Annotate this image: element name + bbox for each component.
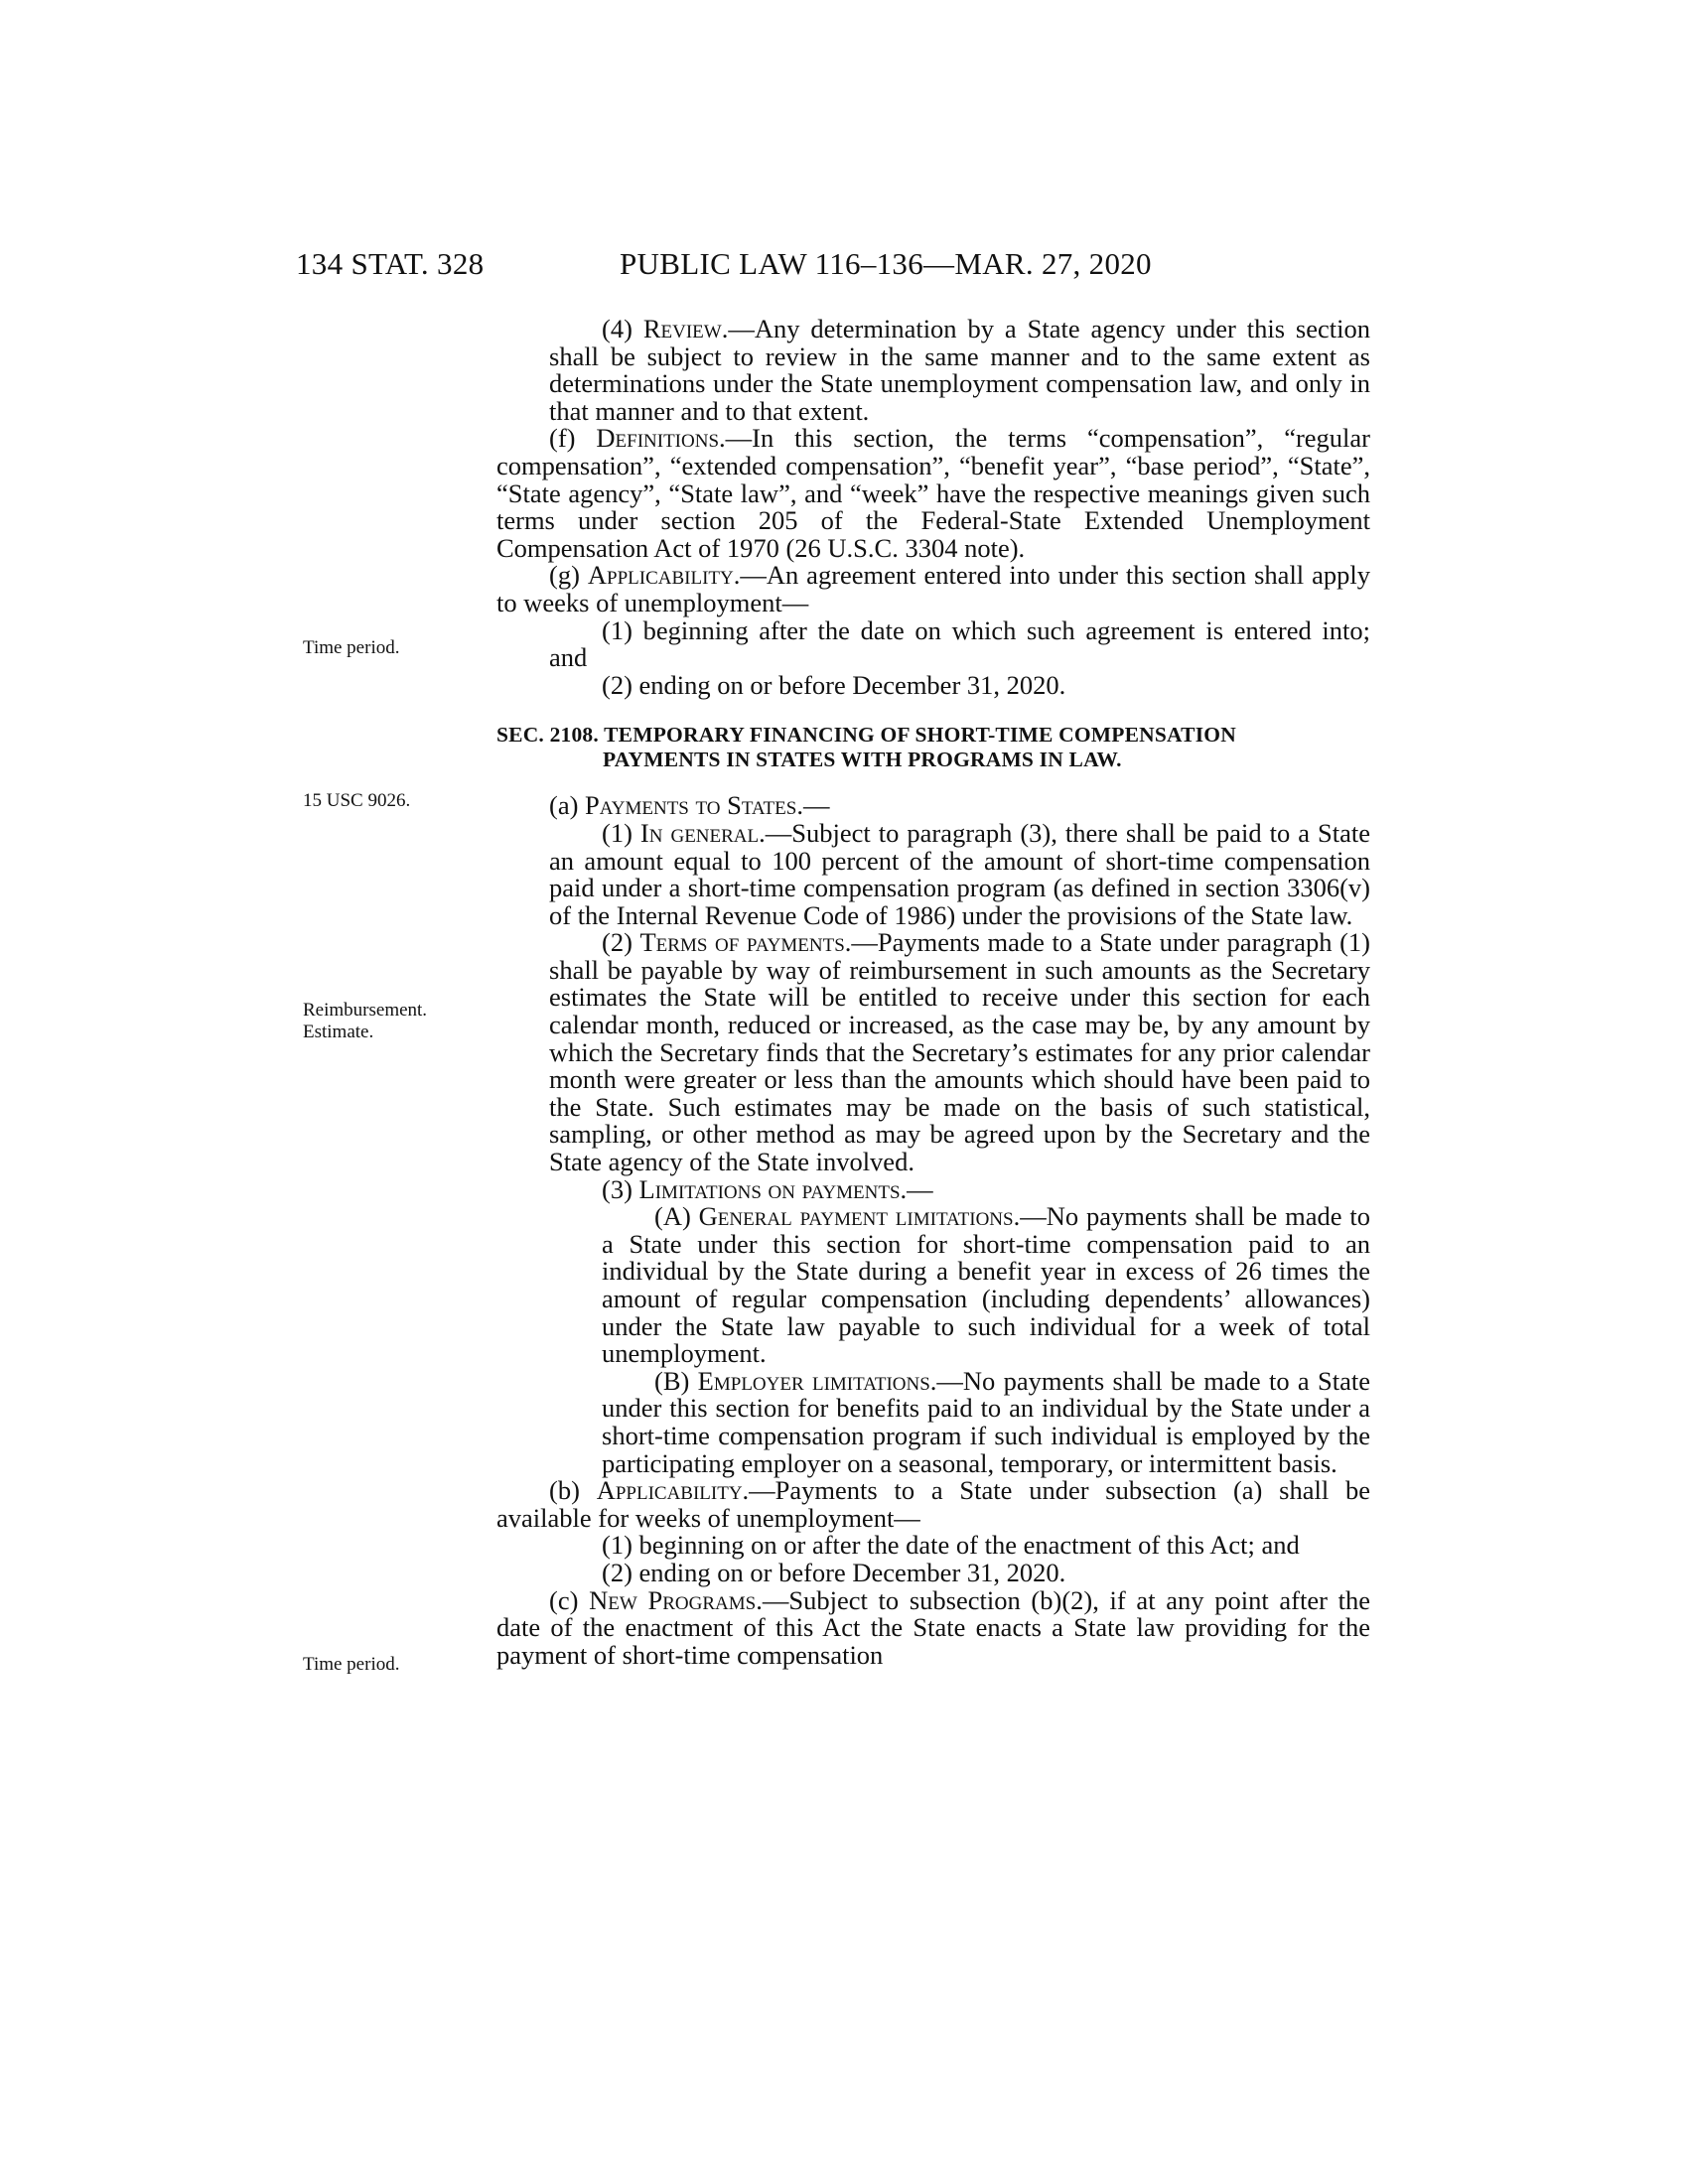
margin-note-time-period: Time period. [303,637,400,658]
section-heading-line-1: SEC. 2108. TEMPORARY FINANCING OF SHORT-TIME COMPENSATION [496,723,1236,748]
subsection-f-definitions: (f) Definitions.—In this section, the terms “compensation”, “regular compensation”, “extended compensation”, “benefit year”, “base period”, “State”, “State agency”, “State law”, and “week” have the respective meanings given such terms under section 205 of the Federal-State Extended Unemployment Compensation Act of 1970 (26 U.S.C. 3304 note). [496,423,1370,563]
paragraph-heading: Review. [642,314,729,343]
section-heading [496,723,1370,772]
margin-note-estimate: Estimate. [303,1022,374,1042]
paragraph-a3-limitations: (3) Limitations on payments.— [602,1173,933,1204]
paragraph-heading: In general. [639,817,766,848]
subsection-heading: New Programs. [589,1584,763,1615]
paragraph-g1: (1) beginning after the date on which such agreement is entered into; and [549,614,1370,673]
statute-text [496,316,1370,1669]
page-reference: 134 STAT. 328 [296,246,485,281]
running-header [296,246,1368,286]
paragraph-b2: (2) ending on or before December 31, 2020. [602,1557,1066,1587]
margin-note-usc-citation: 15 USC 9026. [303,790,411,811]
paragraph-b1: (1) beginning on or after the date of the enactment of this Act; and [602,1530,1300,1561]
section-heading-line-2: PAYMENTS IN STATES WITH PROGRAMS IN LAW. [603,748,1122,772]
subparagraph-heading: General payment limitations. [698,1201,1021,1232]
subsection-b-applicability: (b) Applicability.—Payments to a State under subsection (a) shall be available for weeks of unemployment— [496,1475,1370,1533]
subsection-heading: Applicability. [596,1475,750,1506]
paragraph-heading: Limitations on payments. [638,1173,908,1204]
paragraph-e4-review: (4) Review.—Any determination by a State agency under this section shall be subject to review in the same manner and to the same extent as determinations under the State unemployment compensation law, and only in that manner and to that extent. [549,314,1370,426]
subparagraph-a3A: (A) General payment limitations.—No payments shall be made to a State under this section for short-time compensation paid to an individual by the State during a benefit year in excess of 26 times the amount of regular compensation (including dependents’ allowances) under the State law payable to such individual for a week of total unemployment. [602,1201,1371,1369]
margin-note-reimbursement-estimate [303,1000,482,1043]
paragraph-heading: Terms of payments. [639,927,852,958]
paragraph-g2: (2) ending on or before December 31, 2020. [602,669,1066,700]
paragraph-a2-terms: (2) Terms of payments.—Payments made to a State under paragraph (1) shall be payable by way of reimbursement in such amounts as the Secretary estimates the State will be entitled to receive under this section for each calendar month, reduced or increased, as the case may be, by any amount by which the Secretary finds that the Secretary’s estimates for any prior calendar month were greater or less than the amounts which should have been paid to the State. Such estimates may be made on the basis of such statistical, sampling, or other method as may be agreed upon by the Secretary and the State agency of the State involved. [549,927,1370,1177]
subsection-a-payments: (a) Payments to States.— [549,790,830,821]
subsection-g-applicability: (g) Applicability.—An agreement entered into under this section shall apply to weeks of unemployment— [496,560,1370,617]
subparagraph-a3B: (B) Employer limitations.—No payments shall be made to a State under this section for benefits paid to an individual by the State under a short-time compensation program if such individual is employed by the participating employer on a seasonal, temporary, or intermittent basis. [602,1365,1370,1478]
subsection-heading: Definitions. [596,423,726,454]
subparagraph-heading: Employer limitations. [697,1365,937,1396]
margin-note-reimbursement: Reimbursement. [303,1000,428,1021]
subsection-c-new-programs: (c) New Programs.—Subject to subsection (b)(2), if at any point after the date of the enactment of this Act the State enacts a State law providing for the payment of short-time compensation [496,1584,1371,1670]
paragraph-a1-in-general: (1) In general.—Subject to paragraph (3), there shall be paid to a State an amount equal to 100 percent of the amount of short-time compensation paid under a short-time compensation program (as defined in section 3306(v) of the Internal Revenue Code of 1986) under the provisions of the State law. [549,817,1370,930]
margin-note-time-period: Time period. [303,1654,400,1675]
subsection-heading: Payments to States. [585,790,803,821]
subsection-heading: Applicability. [587,560,741,591]
header-title: PUBLIC LAW 116–136—MAR. 27, 2020 [620,246,1152,281]
